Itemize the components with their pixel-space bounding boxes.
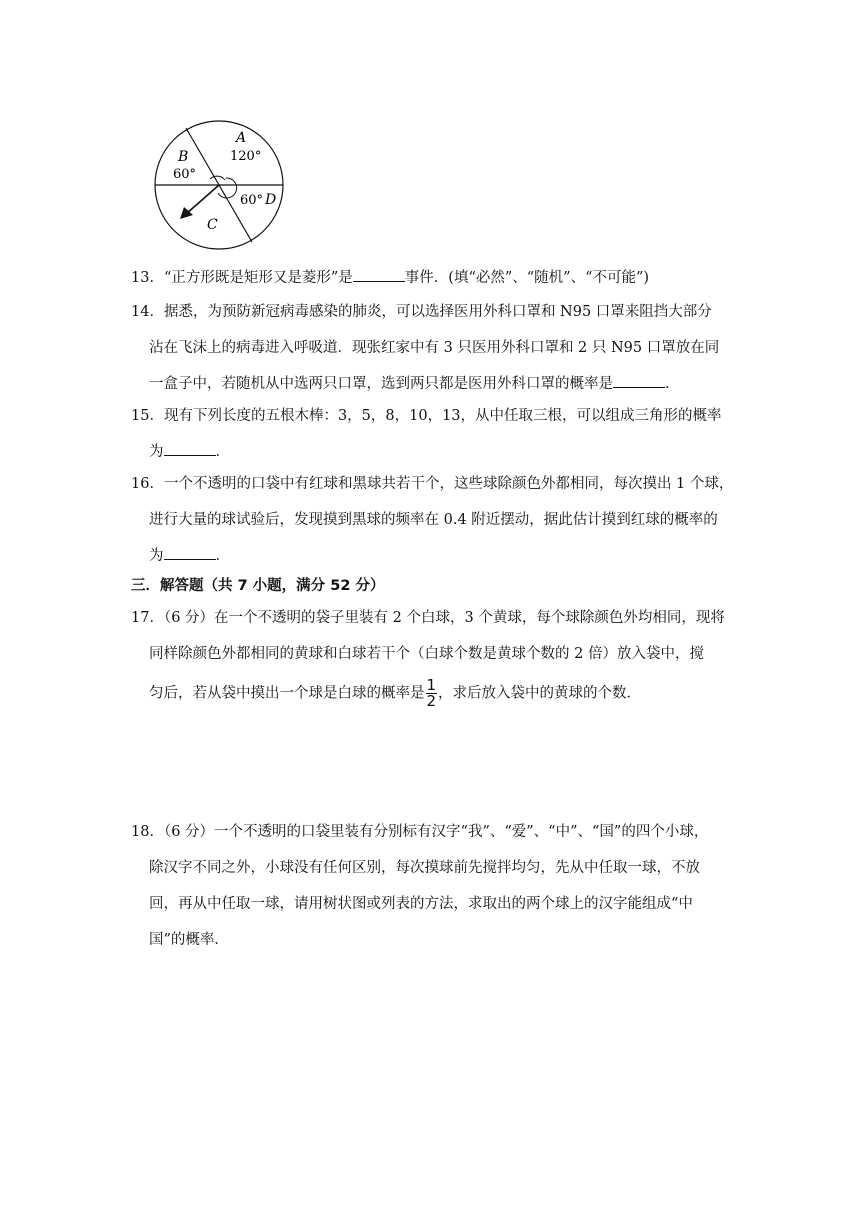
question-text: ． [215,444,230,460]
fraction-denominator: 2 [426,692,437,710]
question-13 [131,268,731,288]
label-b-angle: 60° [173,167,197,182]
question-text: 回，再从中任取一球，请用树状图或列表的方法，求取出的两个球上的汉字能组成“中 [149,896,693,912]
answer-blank [613,375,665,388]
question-text: 为 [149,444,164,460]
question-text: ． [215,548,230,564]
label-d-angle: 60° [240,193,264,208]
question-18 [131,822,731,950]
label-a-angle: 120° [230,149,262,164]
question-text: 除汉字不同之外，小球没有任何区别，每次摸球前先搅拌均匀，先从中任取一球，不放 [149,860,700,876]
answer-blank [164,443,216,456]
question-number: 16． [131,476,164,492]
question-number: 14． [131,304,164,320]
spinner-figure [146,118,292,252]
question-text: 事件．(填“必然”、“随机”、“不可能”) [404,270,650,286]
label-d: D [265,192,277,208]
question-15 [131,406,731,462]
answer-blank [353,269,405,282]
question-text: 为 [149,548,164,564]
question-text: 同样除颜色外都相同的黄球和白球若干个（白球个数是黄球个数的 2 倍）放入袋中，搅 [149,646,704,662]
answer-blank [164,547,216,560]
question-text: （6 分）在一个不透明的袋子里装有 2 个白球，3 个黄球，每个球除颜色外均相同，现将 [163,610,725,626]
question-text: 现有下列长度的五根木棒：3，5，8，10，13，从中任取三根，可以组成三角形的概率 [163,408,722,424]
question-text: 匀后，若从袋中摸出一个球是白球的概率是 [149,685,425,702]
spinner-diagram [146,118,292,252]
question-text: ，求后放入袋中的黄球的个数． [438,685,642,702]
section-heading: 三．解答题（共 7 小题，满分 52 分） [131,578,385,594]
question-text: 一个不透明的口袋中有红球和黑球共若干个，这些球除颜色外都相同，每次摸出 1 个球， [163,476,734,492]
question-text: 据悉，为预防新冠病毒感染的肺炎，可以选择医用外科口罩和 N95 口罩来阻挡大部分 [163,304,712,320]
question-number: 17． [131,610,164,626]
label-c: C [207,217,218,233]
question-text: “正方形既是矩形又是菱形”是 [163,270,353,286]
question-number: 18． [131,824,164,840]
fraction [426,678,438,709]
question-14 [131,302,731,394]
question-17 [131,608,731,709]
label-a: A [236,130,247,146]
question-text: ． [665,376,680,392]
question-number: 13． [131,270,164,286]
question-16 [131,474,734,566]
question-text: 沾在飞沫上的病毒进入呼吸道．现张红家中有 3 只医用外科口罩和 2 只 N95 口罩放在同 [149,340,720,356]
question-text: 国”的概率． [149,932,229,948]
question-text: 进行大量的球试验后，发现摸到黑球的频率在 0.4 附近摆动，据此估计摸到红球的概率的 [149,512,718,528]
label-b: B [178,149,189,165]
question-number: 15． [131,408,164,424]
fraction-numerator: 1 [426,676,437,694]
question-text: 一盒子中，若随机从中选两只口罩，选到两只都是医用外科口罩的概率是 [149,376,613,392]
question-text: （6 分）一个不透明的口袋里装有分别标有汉字“我”、“爱”、“中”、“国”的四个小球， [163,824,709,840]
